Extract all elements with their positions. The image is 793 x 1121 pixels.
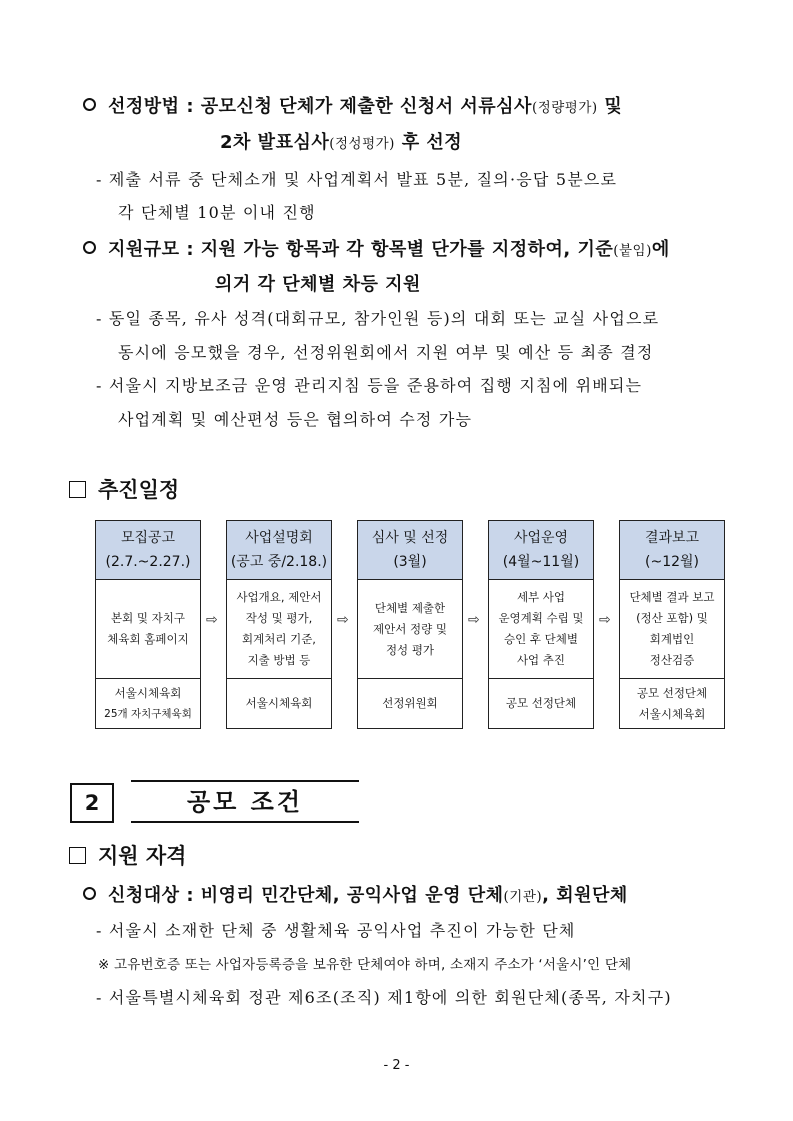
stage-description-line: 체육회 홈페이지	[107, 632, 189, 646]
eligibility-sub1: - 서울시 소재한 단체 중 생활체육 공익사업 추진이 가능한 단체	[96, 921, 576, 940]
page-number: - 2 -	[383, 1058, 410, 1073]
stage-description-line: 정산검증	[649, 653, 695, 667]
stage-organization	[489, 679, 593, 728]
schedule-stage	[619, 520, 725, 729]
method-paren1: (정량평가)	[531, 100, 598, 116]
stage-description	[358, 580, 462, 679]
stage-organization	[358, 679, 462, 728]
section-title: 공모 조건	[186, 788, 304, 816]
scale-label: 지원규모 : 지원 가능 항목과 각 항목별 단가를 지정하여, 기준	[108, 239, 614, 260]
schedule-title: 추진일정	[98, 478, 180, 502]
scale-line1	[108, 235, 670, 261]
stage-organization-line: 서울시체육회	[114, 685, 182, 700]
method-tail1: 및	[597, 96, 623, 117]
scale-sub4: 사업계획 및 예산편성 등은 협의하여 수정 가능	[118, 410, 473, 429]
title-rule-bottom	[131, 821, 359, 823]
section-square-icon	[69, 847, 86, 864]
stage-description-line: 운영계획 수립 및	[498, 611, 584, 625]
stage-description	[96, 580, 200, 679]
scale-sub1: - 동일 종목, 유사 성격(대회규모, 참가인원 등)의 대회 또는 교실 사업으로	[96, 309, 660, 328]
stage-header	[96, 521, 200, 580]
method-line2	[220, 128, 462, 154]
stage-description	[227, 580, 331, 679]
stage-organization	[96, 679, 200, 728]
stage-description-line: 승인 후 단체별	[504, 632, 578, 646]
bullet-circle	[83, 98, 96, 111]
scale-sub2: 동시에 응모했을 경우, 선정위원회에서 지원 여부 및 예산 등 최종 결정	[118, 343, 654, 362]
eligibility-title: 지원 자격	[98, 844, 187, 868]
flow-arrow-icon: ⇨	[468, 612, 480, 628]
stage-description-line: 세부 사업	[516, 590, 566, 604]
method-line2-text: 2차 발표심사	[220, 132, 330, 153]
method-paren2: (정성평가)	[329, 136, 395, 152]
title-rule-top	[131, 780, 359, 782]
flow-arrow-icon: ⇨	[599, 612, 611, 628]
stage-name: 결과보고	[644, 530, 700, 546]
stage-period: (2.7.~2.27.)	[105, 554, 191, 570]
stage-description-line: 정성 평가	[385, 642, 435, 657]
stage-name: 심사 및 선정	[371, 530, 449, 546]
eligibility-tail: , 회원단체	[542, 885, 628, 906]
stage-name: 사업운영	[513, 530, 569, 546]
schedule-stage	[95, 520, 201, 729]
stage-period: (공고 중/2.18.)	[230, 554, 328, 570]
stage-organization-line: 25개 자치구체육회	[104, 707, 192, 720]
stage-description	[489, 580, 593, 679]
eligibility-line	[108, 881, 628, 907]
section-square-icon	[69, 481, 86, 498]
stage-name: 사업설명회	[245, 530, 313, 546]
eligibility-sub2: - 서울특별시체육회 정관 제6조(조직) 제1항에 의한 회원단체(종목, 자치구)	[96, 988, 672, 1007]
schedule-stage	[488, 520, 594, 729]
eligibility-note: ※ 고유번호증 또는 사업자등록증을 보유한 단체여야 하며, 소재지 주소가 ‘서울시’인 단체	[98, 957, 632, 973]
method-tail2: 후 선정	[394, 132, 463, 153]
eligibility-label: 신청대상 : 비영리 민간단체, 공익사업 운영 단체	[108, 885, 504, 906]
scale-line2: 의거 각 단체별 차등 지원	[215, 274, 421, 295]
scale-tail: 에	[651, 239, 670, 260]
stage-organization-line: 서울시체육회	[638, 706, 706, 721]
stage-period: (3월)	[393, 554, 427, 570]
stage-description	[620, 580, 724, 679]
stage-organization-line: 공모 선정단체	[505, 696, 577, 710]
method-label: 선정방법 : 공모신청 단체가 제출한 신청서 서류심사	[108, 96, 532, 117]
flow-arrow-icon: ⇨	[206, 612, 218, 628]
scale-paren: (붙임)	[613, 243, 652, 259]
stage-description-line: 본회 및 자치구	[111, 611, 185, 625]
stage-header	[620, 521, 724, 580]
method-sub1: - 제출 서류 중 단체소개 및 사업계획서 발표 5분, 질의·응답 5분으로	[96, 170, 618, 189]
stage-organization-line: 서울시체육회	[245, 696, 313, 710]
method-line1	[108, 92, 622, 118]
stage-description-line: 회계처리 기준,	[242, 632, 316, 646]
section-number: 2	[70, 783, 114, 823]
stage-description-line: (정산 포함) 및	[636, 611, 708, 625]
stage-description-line: 단체별 결과 보고	[629, 590, 715, 604]
stage-organization	[227, 679, 331, 728]
stage-description-line: 제안서 정량 및	[373, 621, 447, 636]
schedule-stage	[357, 520, 463, 729]
stage-description-line: 회계법인	[649, 632, 695, 646]
stage-description-line: 사업개요, 제안서	[236, 590, 322, 604]
stage-organization-line: 선정위원회	[382, 696, 438, 710]
stage-description-line: 단체별 제출한	[374, 600, 446, 615]
stage-period: (~12월)	[645, 554, 699, 570]
flow-arrow-icon: ⇨	[337, 612, 349, 628]
stage-period: (4월~11월)	[502, 554, 580, 570]
method-sub2: 각 단체별 10분 이내 진행	[118, 203, 316, 222]
eligibility-paren: (기관)	[503, 889, 543, 905]
stage-organization-line: 공모 선정단체	[636, 685, 708, 700]
stage-organization	[620, 679, 724, 728]
stage-header	[227, 521, 331, 580]
scale-sub3: - 서울시 지방보조금 운영 관리지침 등을 준용하여 집행 지침에 위배되는	[96, 376, 643, 395]
schedule-stage	[226, 520, 332, 729]
stage-header	[489, 521, 593, 580]
bullet-circle	[83, 241, 96, 254]
stage-name: 모집공고	[120, 530, 176, 546]
stage-description-line: 지출 방법 등	[247, 653, 311, 667]
stage-description-line: 사업 추진	[516, 653, 566, 667]
bullet-circle	[83, 887, 96, 900]
stage-description-line: 작성 및 평가,	[245, 611, 313, 625]
stage-header	[358, 521, 462, 580]
